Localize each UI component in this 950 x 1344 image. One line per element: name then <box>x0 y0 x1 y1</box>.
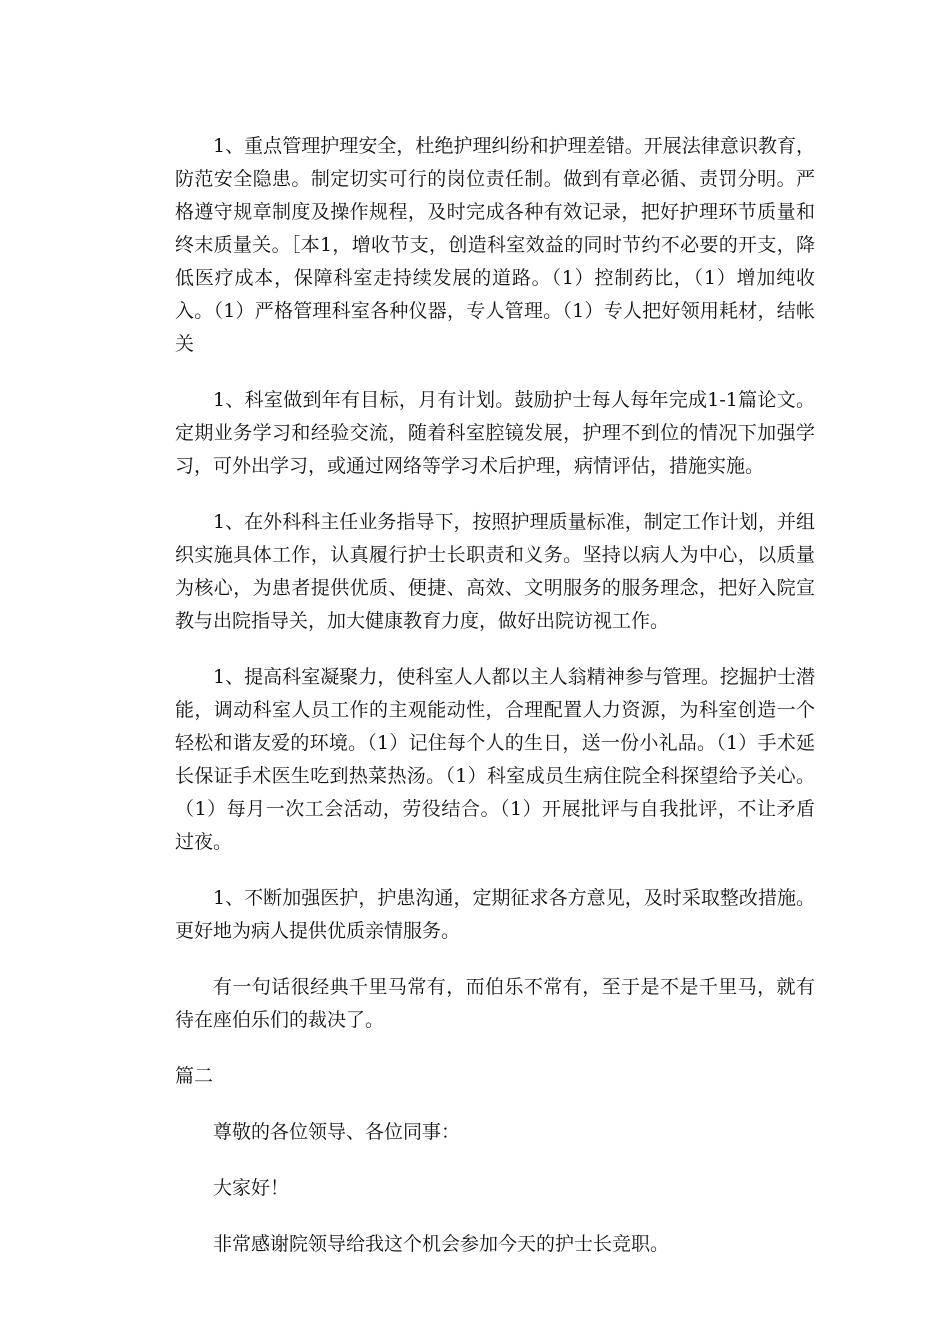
paragraph-closing: 有一句话很经典千里马常有，而伯乐不常有，至于是不是千里马，就有待在座伯乐们的裁决了。 <box>175 976 815 1031</box>
paragraph-communication: 1、不断加强医护，护患沟通，定期征求各方意见，及时采取整改措施。更好地为病人提供优质亲情服务。 <box>175 887 815 942</box>
document-body <box>175 130 815 1284</box>
paragraph-safety: 1、重点管理护理安全，杜绝护理纠纷和护理差错。开展法律意识教育，防范安全隐患。制定切实可行的岗位责任制。做到有章必循、责罚分明。严格遵守规章制度及操作规程，及时完成各种有效记录，把好护理环节质量和终末质量关。［本1，增收节支，创造科室效益的同时节约不必要的开支，降低医疗成本，保障科室走持续发展的道路。（1）控制药比，（1）增加纯收入。（1）严格管理科室各种仪器，专人管理。（1）专人把好领用耗材，结帐关 <box>175 135 815 355</box>
salutation: 尊敬的各位领导、各位同事： <box>213 1121 461 1143</box>
opening-line: 非常感谢院领导给我这个机会参加今天的护士长竞职。 <box>213 1233 670 1255</box>
paragraph-cohesion: 1、提高科室凝聚力，使科室人人都以主人翁精神参与管理。挖掘护士潜能，调动科室人员工作的主观能动性，合理配置人力资源，为科室创造一个轻松和谐友爱的环境。（1）记住每个人的生日，送一份小礼品。（1）手术延长保证手术医生吃到热菜热汤。（1）科室成员生病住院全科探望给予关心。（1）每月一次工会活动，劳役结合。（1）开展批评与自我批评，不让矛盾过夜。 <box>175 666 815 853</box>
section-heading: 篇二 <box>175 1065 214 1087</box>
paragraph-guidance: 1、在外科科主任业务指导下，按照护理质量标准，制定工作计划，并组织实施具体工作，认真履行护士长职责和义务。坚持以病人为中心，以质量为核心，为患者提供优质、便捷、高效、文明服务的服务理念，把好入院宣教与出院指导关，加大健康教育力度，做好出院访视工作。 <box>175 511 815 632</box>
paragraph-goals: 1、科室做到年有目标，月有计划。鼓励护士每人每年完成1-1篇论文。定期业务学习和经验交流，随着科室腔镜发展，护理不到位的情况下加强学习，可外出学习，或通过网络等学习术后护理，病情评估，措施实施。 <box>175 389 815 477</box>
greeting: 大家好！ <box>213 1177 290 1199</box>
